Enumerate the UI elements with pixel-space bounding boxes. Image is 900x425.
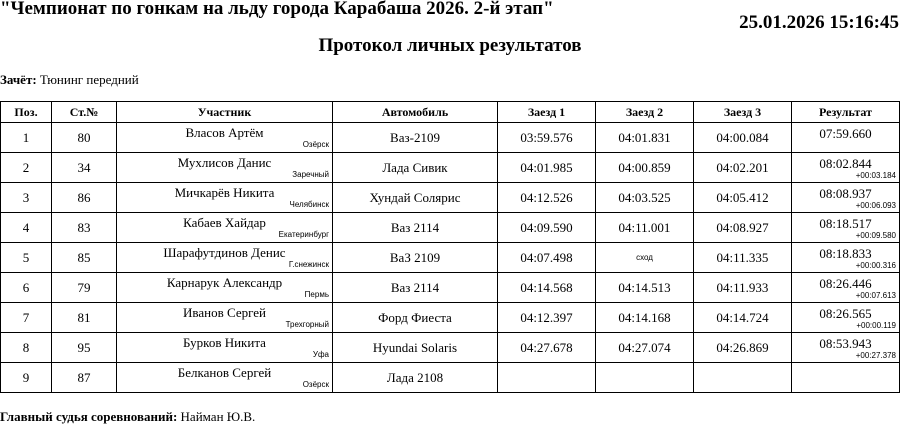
heat-3-time: 04:11.933 <box>694 273 792 303</box>
participant-cell <box>117 123 333 153</box>
col-header-position: Поз. <box>1 102 52 123</box>
header-row <box>1 102 900 123</box>
result-cell <box>792 363 900 393</box>
table-row <box>1 243 900 273</box>
heat-1-time: 04:09.590 <box>498 213 596 243</box>
table-row <box>1 333 900 363</box>
result-cell <box>792 213 900 243</box>
judge-line <box>0 409 255 425</box>
participant-name: Кабаев Хайдар <box>183 215 266 230</box>
heat-3-time: 04:08.927 <box>694 213 792 243</box>
result-gap: +00:00.316 <box>855 261 896 270</box>
result-gap: +00:03.184 <box>855 171 896 180</box>
position-cell: 4 <box>1 213 52 243</box>
car-cell: Форд Фиеста <box>333 303 498 333</box>
heat-3-time: 04:11.335 <box>694 243 792 273</box>
car-cell: Лада 2108 <box>333 363 498 393</box>
col-header-start-number: Ст.№ <box>52 102 117 123</box>
heat-3-time: 04:14.724 <box>694 303 792 333</box>
participant-cell <box>117 303 333 333</box>
result-cell <box>792 183 900 213</box>
start-number-cell: 81 <box>52 303 117 333</box>
position-cell: 2 <box>1 153 52 183</box>
participant-name: Бурков Никита <box>183 335 266 350</box>
col-header-result: Результат <box>792 102 900 123</box>
participant-city: Пермь <box>304 290 329 299</box>
participant-city: Екатеринбург <box>278 230 329 239</box>
heat-3-time: 04:26.869 <box>694 333 792 363</box>
heat-1-time: 03:59.576 <box>498 123 596 153</box>
participant-name: Шарафутдинов Денис <box>163 245 286 260</box>
result-cell <box>792 243 900 273</box>
start-number-cell: 80 <box>52 123 117 153</box>
start-number-cell: 85 <box>52 243 117 273</box>
heat-2-time: 04:03.525 <box>596 183 694 213</box>
table-row <box>1 213 900 243</box>
result-cell <box>792 333 900 363</box>
participant-cell <box>117 213 333 243</box>
participant-city: Уфа <box>312 350 329 359</box>
class-value: Тюнинг передний <box>39 72 139 87</box>
class-line <box>0 72 139 88</box>
position-cell: 7 <box>1 303 52 333</box>
table-row <box>1 183 900 213</box>
table-row <box>1 123 900 153</box>
heat-1-time: 04:07.498 <box>498 243 596 273</box>
heat-2-time: сход <box>596 243 694 273</box>
print-datetime: 25.01.2026 15:16:45 <box>739 12 899 33</box>
position-cell: 3 <box>1 183 52 213</box>
start-number-cell: 86 <box>52 183 117 213</box>
start-number-cell: 79 <box>52 273 117 303</box>
table-row <box>1 153 900 183</box>
participant-cell <box>117 183 333 213</box>
participant-name: Иванов Сергей <box>183 305 266 320</box>
car-cell: Ваз 2114 <box>333 213 498 243</box>
participant-name: Мухлисов Данис <box>177 155 272 170</box>
participant-name: Белканов Сергей <box>177 365 272 380</box>
result-time: 08:02.844 <box>819 156 872 171</box>
results-body <box>1 123 900 393</box>
result-gap: +00:09.580 <box>855 231 896 240</box>
participant-city: Г.снежинск <box>288 260 329 269</box>
position-cell: 1 <box>1 123 52 153</box>
table-row <box>1 273 900 303</box>
col-header-car: Автомобиль <box>333 102 498 123</box>
col-header-heat-3: Заезд 3 <box>694 102 792 123</box>
participant-name: Карнарук Александр <box>166 275 283 290</box>
table-row <box>1 303 900 333</box>
position-cell: 8 <box>1 333 52 363</box>
position-cell: 6 <box>1 273 52 303</box>
heat-2-time: 04:14.168 <box>596 303 694 333</box>
result-time: 07:59.660 <box>819 126 872 141</box>
result-time: 08:18.833 <box>819 246 872 261</box>
class-label: Зачёт: <box>0 72 37 87</box>
car-cell: Ваз 2114 <box>333 273 498 303</box>
heat-2-time <box>596 363 694 393</box>
participant-name: Мичкарёв Никита <box>174 185 275 200</box>
participant-city: Челябинск <box>289 200 329 209</box>
result-time: 08:53.943 <box>819 336 872 351</box>
car-cell: ВаЗ 2109 <box>333 243 498 273</box>
heat-3-time <box>694 363 792 393</box>
result-cell <box>792 273 900 303</box>
heat-1-time: 04:12.526 <box>498 183 596 213</box>
participant-cell <box>117 243 333 273</box>
heat-1-time: 04:27.678 <box>498 333 596 363</box>
participant-name: Власов Артём <box>185 125 264 140</box>
judge-label: Главный судья соревнований: <box>0 409 178 424</box>
heat-3-time: 04:00.084 <box>694 123 792 153</box>
result-time: 08:26.446 <box>819 276 872 291</box>
heat-2-time: 04:01.831 <box>596 123 694 153</box>
results-table <box>0 101 900 393</box>
position-cell: 9 <box>1 363 52 393</box>
col-header-heat-1: Заезд 1 <box>498 102 596 123</box>
car-cell: Ваз-2109 <box>333 123 498 153</box>
heat-2-time: 04:00.859 <box>596 153 694 183</box>
result-cell <box>792 123 900 153</box>
participant-city: Озёрск <box>302 140 329 149</box>
participant-city: Трехгорный <box>285 320 329 329</box>
participant-city: Озёрск <box>302 380 329 389</box>
heat-2-time: 04:14.513 <box>596 273 694 303</box>
result-gap: +00:00.119 <box>856 321 896 330</box>
participant-city: Заречный <box>292 170 329 179</box>
judge-name: Найман Ю.В. <box>180 409 256 424</box>
result-time: 08:08.937 <box>819 186 872 201</box>
heat-1-time: 04:01.985 <box>498 153 596 183</box>
start-number-cell: 87 <box>52 363 117 393</box>
position-cell: 5 <box>1 243 52 273</box>
table-row <box>1 363 900 393</box>
heat-1-time: 04:14.568 <box>498 273 596 303</box>
result-gap: +00:06.093 <box>855 201 896 210</box>
participant-cell <box>117 273 333 303</box>
heat-1-time: 04:12.397 <box>498 303 596 333</box>
start-number-cell: 83 <box>52 213 117 243</box>
heat-1-time <box>498 363 596 393</box>
heat-3-time: 04:02.201 <box>694 153 792 183</box>
result-gap: +00:27.378 <box>855 351 896 360</box>
participant-cell <box>117 363 333 393</box>
start-number-cell: 95 <box>52 333 117 363</box>
col-header-participant: Участник <box>117 102 333 123</box>
result-time: 08:18.517 <box>819 216 872 231</box>
col-header-heat-2: Заезд 2 <box>596 102 694 123</box>
car-cell: Hyundai Solaris <box>333 333 498 363</box>
protocol-subtitle: Протокол личных результатов <box>318 35 582 56</box>
result-time: 08:26.565 <box>819 306 872 321</box>
result-cell <box>792 303 900 333</box>
heat-2-time: 04:11.001 <box>596 213 694 243</box>
car-cell: Лада Сивик <box>333 153 498 183</box>
heat-2-time: 04:27.074 <box>596 333 694 363</box>
participant-cell <box>117 333 333 363</box>
car-cell: Хундай Солярис <box>333 183 498 213</box>
start-number-cell: 34 <box>52 153 117 183</box>
participant-cell <box>117 153 333 183</box>
heat-3-time: 04:05.412 <box>694 183 792 213</box>
result-cell <box>792 153 900 183</box>
protocol-title: "Чемпионат по гонкам на льду города Карабаша 2026. 2-й этап" <box>0 0 554 19</box>
result-gap: +00:07.613 <box>855 291 896 300</box>
